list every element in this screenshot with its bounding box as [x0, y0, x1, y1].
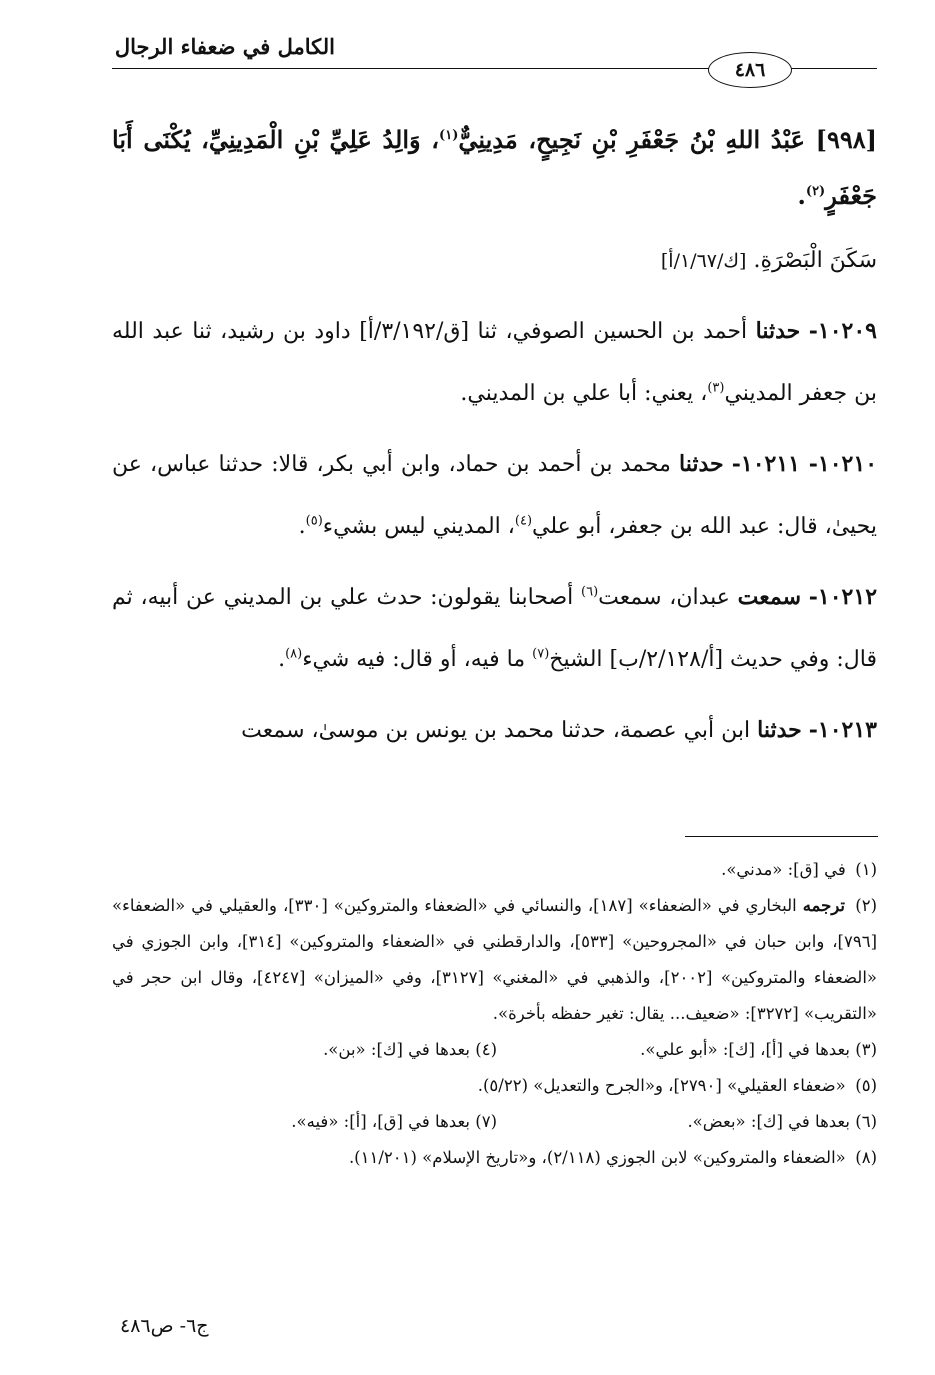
narration-keyword: حدثنا	[757, 717, 802, 743]
footnote-ref-7: (٧)	[532, 646, 550, 662]
narration-text: ، المديني ليس بشيء	[322, 514, 515, 539]
running-title: الكامل في ضعفاء الرجال	[114, 34, 335, 59]
footnote-text: في [ق]: «مدني».	[721, 860, 846, 879]
entry-heading	[112, 112, 877, 224]
narration-number: ١٠٢١٣-	[808, 717, 877, 743]
footnote-6	[497, 1104, 877, 1140]
footnote-ref-6: (٦)	[581, 584, 599, 600]
narration-number: ١٠٢١٢-	[808, 584, 878, 610]
narration-text: ما فيه، أو قال: فيه شيء	[302, 647, 533, 672]
page-reference: ج٦- ص٤٨٦	[120, 1315, 209, 1337]
residence-text: سَكَنَ الْبَصْرَةِ.	[753, 248, 877, 273]
footnote-ref-4: (٤)	[514, 513, 533, 529]
narration-text: عبدان، سمعت	[598, 585, 730, 610]
narration-text: أحمد بن الحسين الصوفي، ثنا [ق/٣/١٩٢/أ] داود بن رشيد، ثنا عبد الله بن جعفر المديني	[112, 319, 877, 406]
narration-10213	[112, 699, 877, 762]
footnotes	[112, 852, 877, 1176]
footnote-row-3-4	[112, 1032, 877, 1068]
narration-text: أصحابنا يقولون: حدث علي بن المديني عن أبيه، ثم قال: وفي حديث [أ/٢/١٢٨/ب] الشيخ	[112, 585, 877, 672]
footnote-5	[112, 1068, 877, 1104]
footnote-row-6-7	[112, 1104, 877, 1140]
footnote-number: (٧)	[475, 1112, 497, 1131]
footnote-1	[112, 852, 877, 888]
footnote-ref-1: (١)	[439, 128, 459, 143]
footnote-number: (١)	[855, 860, 877, 879]
narration-10212	[112, 566, 877, 691]
narration-number: ١٠٢٠٩-	[808, 318, 877, 344]
footnote-ref-3: (٣)	[707, 380, 725, 396]
footnote-7	[117, 1104, 497, 1140]
footnote-ref-8: (٨)	[285, 646, 303, 662]
narration-text: ، يعني: أبا علي بن المديني.	[460, 381, 708, 406]
footnote-number: (٢)	[855, 896, 877, 915]
narration-10209	[112, 300, 877, 425]
narration-keyword: حدثنا	[679, 451, 724, 477]
narration-number: ١٠٢١٠- ١٠٢١١-	[731, 451, 878, 477]
narration-10210	[112, 433, 877, 558]
footnote-rule	[685, 836, 878, 837]
footnote-number: (٣)	[855, 1040, 877, 1059]
entry-heading-text: [٩٩٨] عَبْدُ اللهِ بْنُ جَعْفَرِ بْنِ نَجِيحٍ، مَدِينِيٌّ	[458, 125, 878, 154]
footnote-text: بعدها في [ك]: «بعض».	[687, 1112, 850, 1131]
footnote-4	[117, 1032, 497, 1068]
footnote-keyword: ترجمه	[802, 896, 845, 915]
footnote-3	[497, 1032, 877, 1068]
narration-text: .	[278, 647, 286, 672]
footnote-8	[112, 1140, 877, 1176]
residence-line	[112, 230, 877, 292]
footnote-number: (٦)	[855, 1112, 877, 1131]
footnote-ref-2: (٢)	[805, 184, 826, 199]
footnote-number: (٥)	[855, 1076, 877, 1095]
narration-text: ابن أبي عصمة، حدثنا محمد بن يونس بن موسىٰ، سمعت	[241, 718, 751, 743]
page-number: ٤٨٦	[708, 52, 792, 88]
narration-keyword: حدثنا	[755, 318, 801, 344]
footnote-text: «ضعفاء العقيلي» [٢٧٩٠]، و«الجرح والتعديل» (٥/٢٢).	[477, 1076, 846, 1095]
footnote-text: «الضعفاء والمتروكين» لابن الجوزي (٢/١١٨)، و«تاريخ الإسلام» (١١/٢٠١).	[348, 1148, 846, 1167]
entry-heading-end: .	[797, 181, 806, 210]
footnote-text: بعدها في [ق]، [أ]: «فيه».	[291, 1112, 470, 1131]
footnote-number: (٨)	[855, 1148, 877, 1167]
footnote-text: بعدها في [أ]، [ك]: «أبو علي».	[640, 1040, 850, 1059]
narration-keyword: سمعت	[737, 584, 802, 610]
residence-ref: [ك/١/٦٧/أ]	[660, 250, 747, 272]
footnote-2	[112, 888, 877, 1032]
entry-heading-mid: ، وَالِدُ عَلِيِّ بْنِ الْمَدِينِيِّ، يُكْنَى أَبَا جَعْفَرٍ	[112, 125, 877, 210]
narration-text: .	[298, 514, 306, 539]
main-text	[112, 112, 877, 762]
footnote-ref-5: (٥)	[305, 513, 323, 529]
narration-text: محمد بن أحمد بن حماد، وابن أبي بكر، قالا: حدثنا عباس، عن يحيىٰ، قال: عبد الله بن جعفر، أبو علي	[112, 452, 877, 539]
footnote-text: بعدها في [ك]: «بن».	[323, 1040, 470, 1059]
footnote-number: (٤)	[475, 1040, 497, 1059]
footnote-text: البخاري في «الضعفاء» [١٨٧]، والنسائي في «الضعفاء والمتروكين» [٣٣٠]، والعقيلي في «الضعفاء» [٧٩٦]، وابن حبان في «المجروحين» [٥٣٣]، والدارقطني في «الضعفاء والمتروكين» [٣١٤]، وابن الجوزي في «الضعفاء والمتروكين» [٢٠٠٢]، والذهبي في «المغني» [٣١٢٧]، وفي «الميزان» [٤٢٤٧]، وقال ابن حجر في «التقريب» [٣٢٧٢]: «ضعيف... يقال: تغير حفظه بأخرة».	[112, 896, 877, 1023]
